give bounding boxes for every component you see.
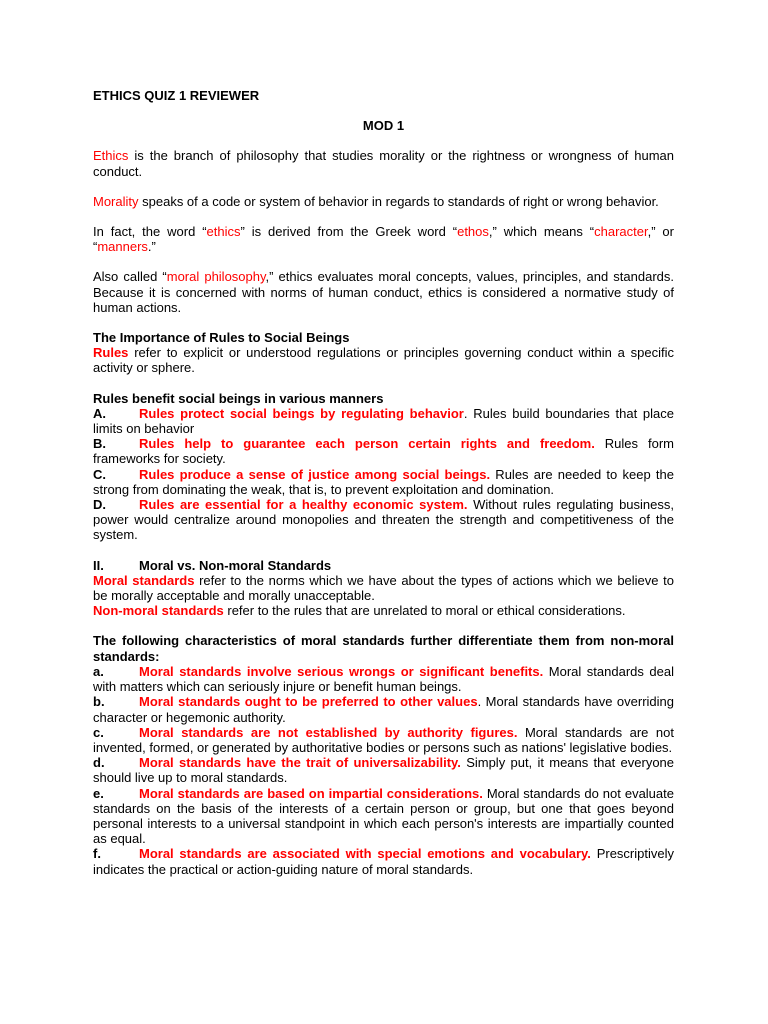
characteristic-item: c. Moral standards are not established by authority figures. Moral standards are not invented, formed, or generated by authoritative bodies or persons such as nations' legislative bodies.: [93, 724, 675, 755]
ethics-definition: Ethics is the branch of philosophy that studies morality or the rightness or wrongness of human conduct.: [93, 148, 674, 179]
benefit-item: C. Rules produce a sense of justice among social beings. Rules are needed to keep the strong from dominating the weak, that is, to prevent exploitation and domination.: [93, 466, 674, 497]
characteristic-item: e. Moral standards are based on impartial considerations. Moral standards do not evaluate standards on the basis of the interests of a certain person or group, but one that goes beyond personal interests to a universal standpoint in which each person's interests are impartially counted as equal.: [93, 785, 674, 847]
etymology-paragraph: In fact, the word “ethics” is derived from the Greek word “ethos,” which means “character,” or “manners.”: [93, 224, 674, 255]
moral-standards-definition: Moral standards refer to the norms which we have about the types of actions which we believe to be morally acceptable and morally unacceptable.: [93, 572, 674, 604]
rules-definition: Rules refer to explicit or understood regulations or principles governing conduct within a specific activity or sphere.: [93, 345, 674, 376]
benefits-heading: Rules benefit social beings in various manners: [93, 390, 384, 406]
term-morality: Morality: [93, 193, 139, 209]
benefit-item: A. Rules protect social beings by regulating behavior. Rules build boundaries that place limits on behavior: [93, 405, 674, 437]
characteristic-item: b. Moral standards ought to be preferred to other values. Moral standards have overriding character or hegemonic authority.: [93, 694, 674, 725]
moral-philosophy-paragraph: Also called “moral philosophy,” ethics evaluates moral concepts, values, principles, and standards. Because it is concerned with norms of human conduct, ethics is considered a normative study of human actions.: [93, 269, 674, 315]
rules-section-heading: The Importance of Rules to Social Beings: [93, 330, 350, 346]
term-rules: Rules: [93, 345, 129, 361]
benefit-item: B. Rules help to guarantee each person certain rights and freedom. Rules form frameworks for society.: [93, 436, 674, 467]
characteristic-item: a. Moral standards involve serious wrongs or significant benefits. Moral standards deal with matters which can seriously injure or benefit human beings.: [93, 663, 674, 695]
module-heading: MOD 1: [362, 118, 405, 134]
nonmoral-standards-definition: Non-moral standards refer to the rules that are unrelated to moral or ethical considerations.: [93, 603, 626, 619]
morality-definition: Morality speaks of a code or system of behavior in regards to standards of right or wrong behavior.: [93, 193, 659, 209]
benefit-item: D. Rules are essential for a healthy economic system. Without rules regulating business, power would centralize around monopolies and threaten the strength and competitiveness of the system.: [93, 497, 674, 543]
document-title: ETHICS QUIZ 1 REVIEWER: [93, 88, 260, 103]
document-body: [93, 88, 674, 877]
standards-heading: II. Moral vs. Non-moral Standards: [93, 557, 332, 573]
term-ethics: Ethics: [93, 148, 129, 164]
characteristic-item: d. Moral standards have the trait of universalizability. Simply put, it means that everyone should live up to moral standards.: [93, 755, 675, 786]
characteristic-item: f. Moral standards are associated with special emotions and vocabulary. Prescriptively indicates the practical or action-guiding nature of moral standards.: [93, 846, 674, 877]
characteristics-heading: The following characteristics of moral standards further differentiate them from non-moral standards:: [93, 633, 674, 664]
